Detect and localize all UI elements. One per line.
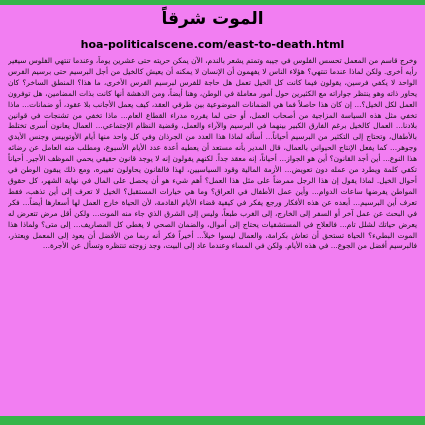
bottom-border: [0, 416, 425, 425]
article-body: وخرج قاسم من المعمل تحسس الفلوس في جيبه وتمتم يشعر بالندم، الآن يمكن حريته حتى عشرين يوماً، وعندما تنتهي الفلوس سيغير رأيه أخرى. ولكن لماذا عندما تنتهي؟ هؤلاء الناس لا يفهمون أن الإنسان لا يمكنه أن يعيش كالخيل من أجل البرسيم حتى برسيم الفرس الواحد لا يكفي فرسين، يقولون فيما كانت كل الخيل تعمل هل حاجة للفرس لبرسيم الفرس الأخرى، ما هذا؟ المنطق الساخر؟ كان يحاور ذاته وهو ينتظر جواراته مع الكثيرين حول أمور معاملة في الوطن، وهنا أيضاً، ومن الدهشة أنها كانت بذات المضامين، هل توفرون العمل لكل الخيل؟... إن كان هذا حاصلاً فما هي الضمانات الموضوعية بين طرفي العقد، كيف يعمل الأجانب بلا عقود، أو ضمانات... ماذا تخفي مثل هذه السياسة المزاجية من أصحاب العمل، أو حتى لما يقرره مدراء القطاع العام... ماذا تخفي من تشنجات في قوانين بلادنا... العمال كالخيل برغم الفارق الكبير بينهما في البرسيم والآراء والعمل، وقضية النظام الإجتماعي... العمال يعانون أسرى تختلط بالأطفال، وتحتاج إلى التكثير من البرسيم أحياناً... أسأله لماذا هذا العدد من الجرذان وفي كل واحد منها أيام الأوتوبيس وجنس الأيدي وجوهر... كما يفعل الإنتاج الحيواني بالعمال، قال المدير بأنه مستعد أن يعطيه أعدة عدد الأيام الأسبوع، ومطلب منه العامل عن رضائه هذا النوع... أين أجد القانون؟ أين هو الجواز... أحياناً، إنه معقد جداً. لكنهم يقولون إنه لا يوجد قانون حقيقي يحمي الموظف الأجير. أحياناً تكفي كلمة ويطرد من عمله دون تعويض... الأزمة المالية وقود السياسيين، لهذا فالقانون يحاولون تغييره، ومع ذلك يبقون الوطن في أحوال الخيل. لماذا يقول إن هذا الرجل ممرضاً على مثل هذا العمل؟ أهم شيء هو أن يحصل على المال في نهاية الشهر، كل حقوق المواطن يفرضها ساعات الدوام... وأين عمل الأطفال في العراق؟ وما هي خيارات المستقبل؟ الخيل لا تعرف إلى أين تذهب، فقط تعرف أين البرسيم... أبعده عن هذه الأفكار ورجع يفكر في كيفية قضاء الأيام القادمة، لأن الحياة خارج العمل لها أسعارها أيضاً... فكر في البحث عن عمل آخر أو السفر إلى الخارج، إلى الغرب طبعاً، وليس إلى الشرق الذي جاء منه الموت... ولكن أقل مرض تتعرض له يعرض حياتك لشلل تام... فالعلاج في المستشفيات يحتاج إلى أموال، والضمان الصحي لا يغطي كل المصاريف... إلى متى؟ ولماذا هذا الموت البطيء؟ الحياة تستحق أن تعاش بكرامة، والعمال ليسوا خيلاً... أخيراً فكر أنه ربما من الأفضل أن يعود إلى المعمل ويعتذر، فالبرسيم أفضل من الجوع... في هذه الأيام. ولكن في المساء وعندما عاد إلى البيت، وجد زوجته تنتظره وتسأل عن الأجرة...: [8, 56, 417, 251]
top-border: [0, 0, 425, 5]
article-title: الموت شرقاً: [161, 9, 264, 29]
article-url[interactable]: hoa-politicalscene.com/east-to-death.html: [80, 38, 345, 51]
